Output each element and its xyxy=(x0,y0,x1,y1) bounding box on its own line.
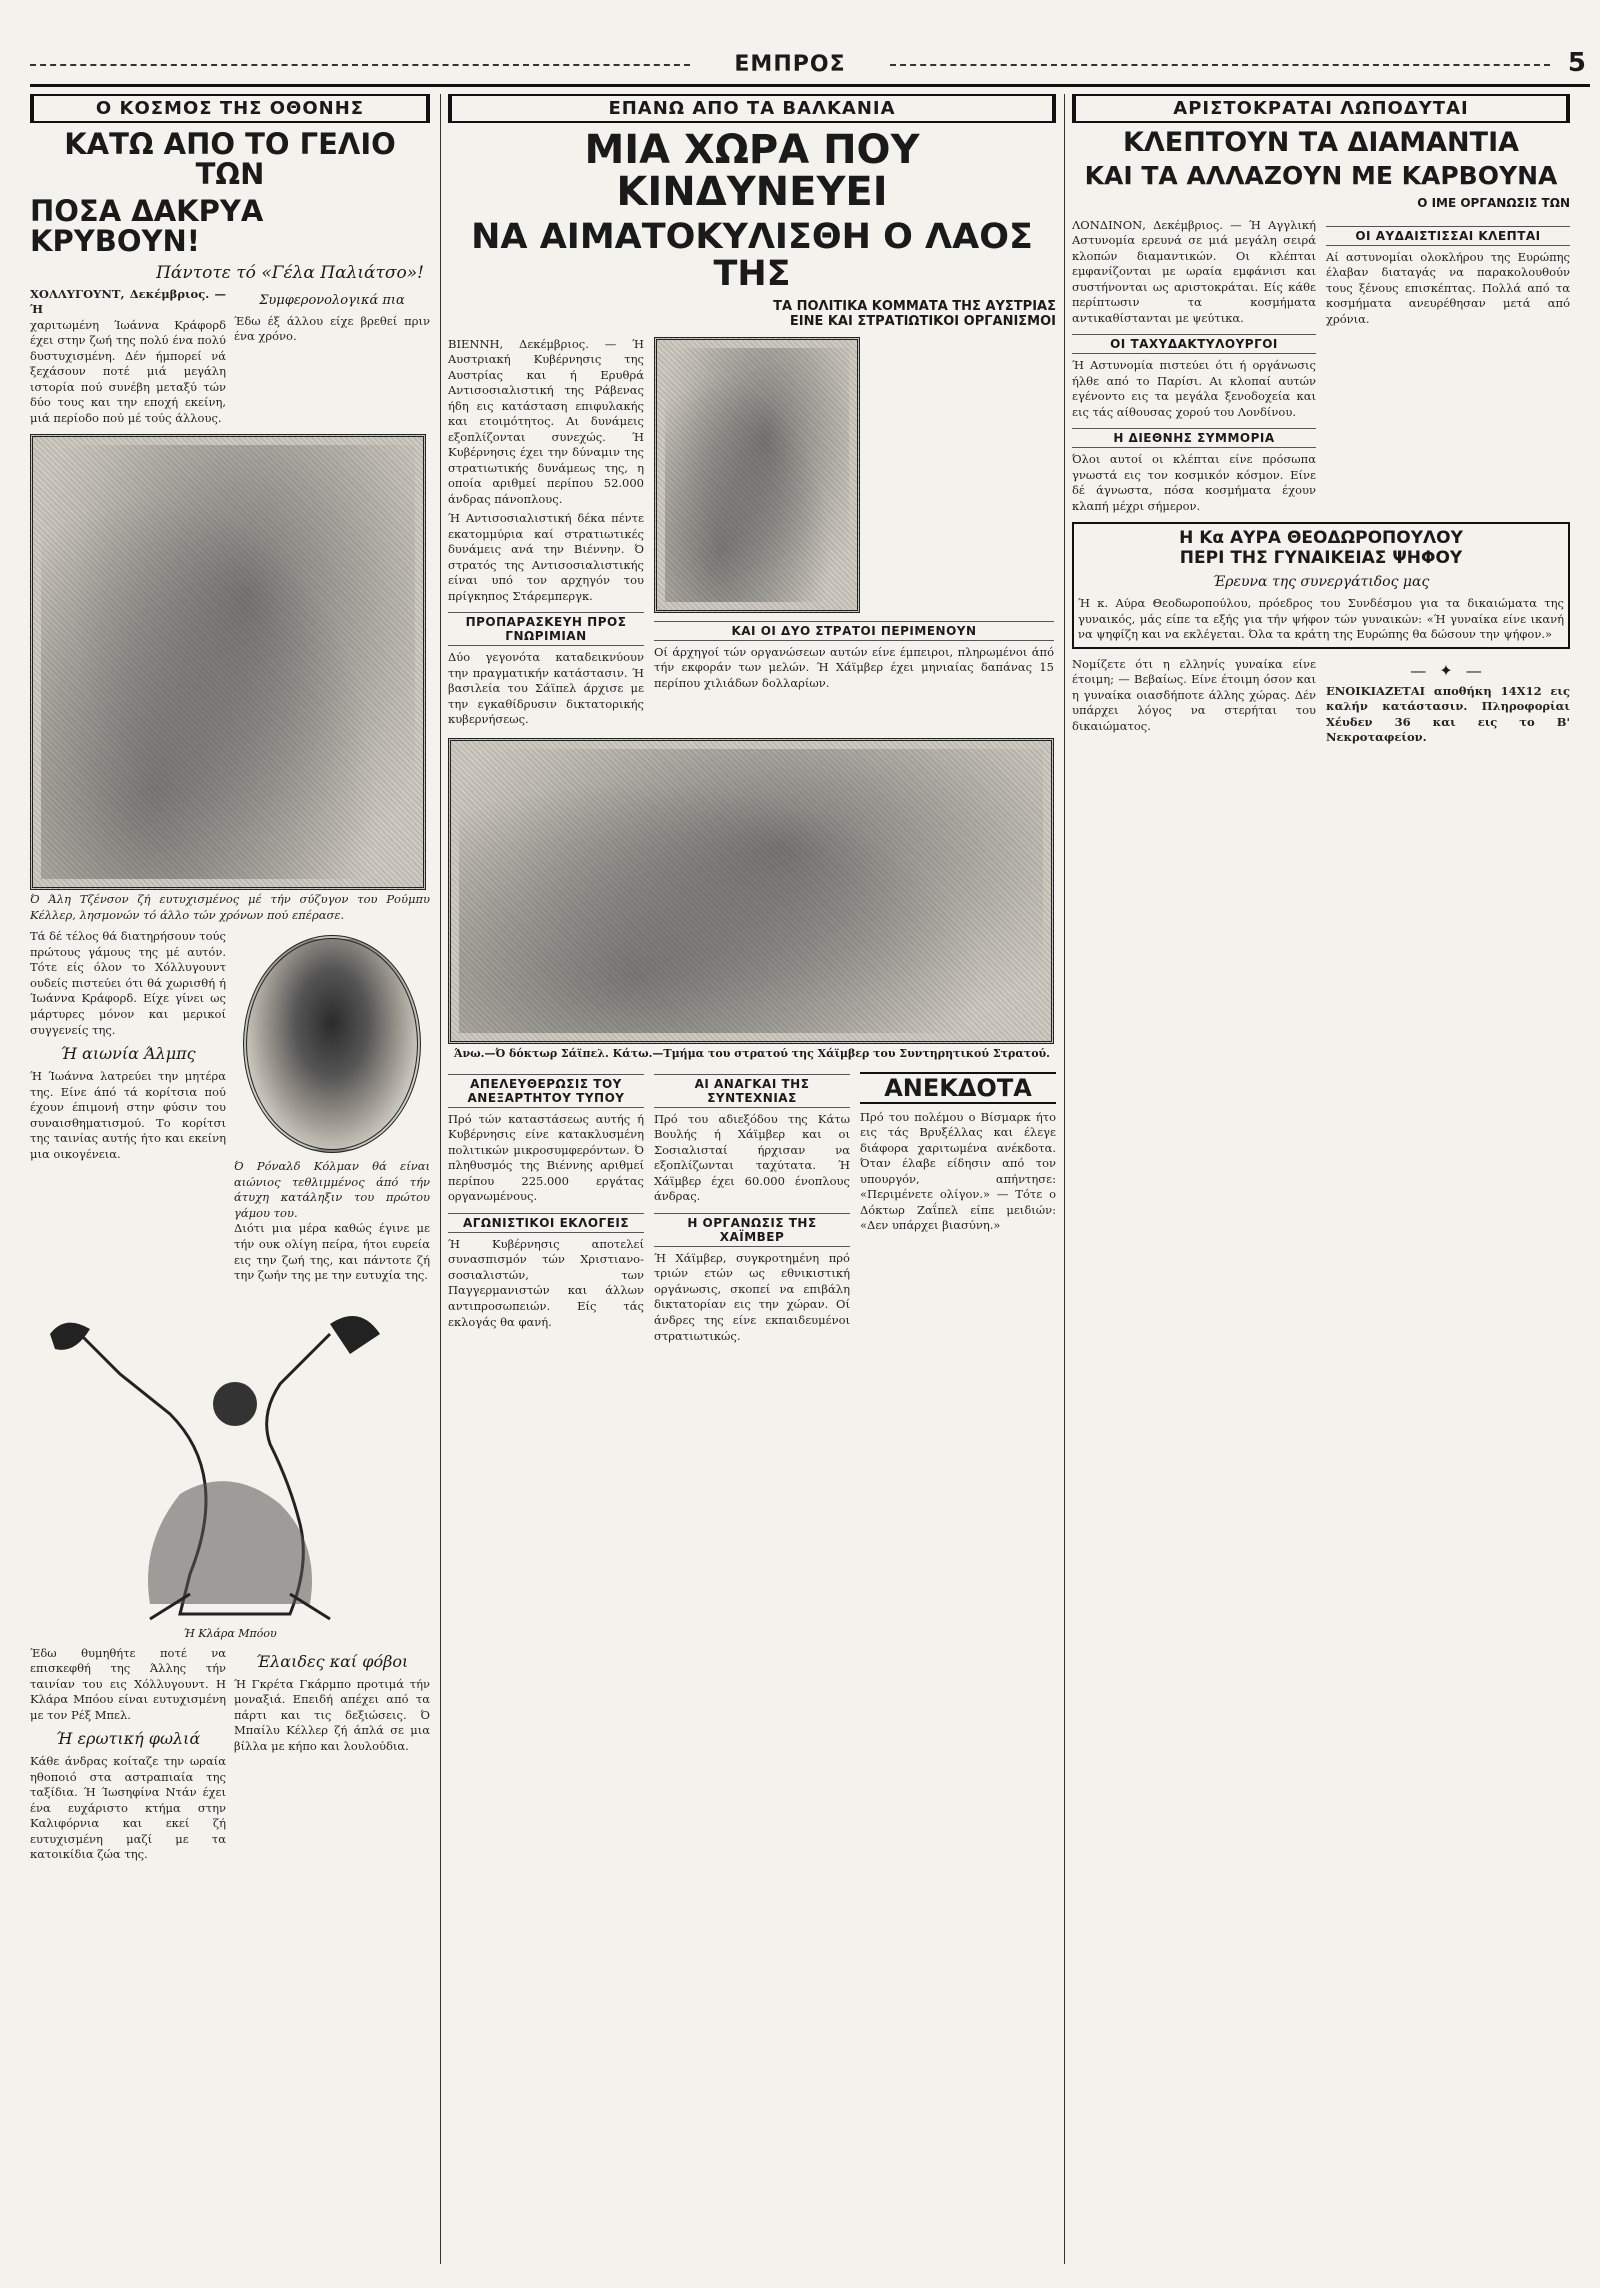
dancer-caption: Ή Κλάρα Μπόου xyxy=(183,1626,277,1640)
upper-right xyxy=(1326,218,1570,515)
body-text: Διότι μια μέρα καθώς έγινε με τήν ουκ ολίγη πείρα, ήτοι ευρεία εις την ζωή της, και πάντοτε ζή την ζωήν της με την ευτυχία της. xyxy=(234,1221,430,1283)
body-text: Τά δέ τέλος θά διατηρήσουν τούς πρώτους γάμους της μέ αυτόν. Τότε είς όλον το Χόλλυγουντ ουδείς πιστεύει ότι θά χωρισθή ή Ίωάννα Κράφορδ. Είχε γίνει ως μάρτυρες μόνον και μερικοί συγγενείς της. xyxy=(30,929,226,1037)
bottom-left xyxy=(30,1646,226,1863)
body-text: Νομίζετε ότι η ελληνίς γυναίκα είνε έτοιμη; — Βεβαίως. Είνε έτοιμη όσον και η γυναίκα οιασδήποτε άλλης χώρας. Δέν υπάρχει λόγος να στερήται του δικαιώματος. xyxy=(1072,656,1316,733)
headline-line-2: ΠΟΣΑ ΔΑΚΡΥΑ ΚΡΥΒΟΥΝ! xyxy=(30,193,264,259)
interview-box xyxy=(1072,522,1570,649)
body-text: Αί αστυνομίαι ολοκλήρου της Ευρώπης έλαβαν διαταγάς να παρακολουθούν τους ξένους επισκέπτας. Πολλά από τα κοσμήματα ανευρέθησαν μετά από χρόνια. xyxy=(1326,249,1570,326)
mini-head: ΑΠΕΛΕΥΘΕΡΩΣΙΣ ΤΟΥ ΑΝΕΞΑΡΤΗΤΟΥ ΤΥΠΟΥ xyxy=(448,1074,644,1108)
mini-head: ΟΙ ΑΥΔΑΙΣΤΙΣΣΑΙ ΚΛΕΠΤΑΙ xyxy=(1326,226,1570,246)
headline-line-2: ΚΑΙ ΤΑ ΑΛΛΑΖΟΥΝ ΜΕ ΚΑΡΒΟΥΝΑ xyxy=(1084,161,1558,191)
body-text: Οί άρχηγοί τών οργανώσεων αυτών είνε έμπειροι, πληρωμένοι άπό τήν εκφοράν των μελών. Ή Χάϊμβερ έχει μηνιαίας δαπάνας 15 περίπου χιλιάδων δολλαρίων. xyxy=(654,644,1054,690)
mid-left xyxy=(30,929,226,1283)
box-subtitle: Έρευνα της συνεργάτιδος μας xyxy=(1212,574,1430,591)
intro-text-b: Έδω έξ άλλου είχε βρεθεί πριν ένα χρόνο. xyxy=(234,313,430,344)
dateline: ΧΟΛΛΥΓΟΥΝΤ, Δεκέμβριος. — Ή xyxy=(30,286,226,317)
upper-columns xyxy=(448,337,1056,728)
lower-col-1 xyxy=(448,1066,644,1344)
upper-left xyxy=(448,337,644,728)
right-column xyxy=(1072,94,1570,2274)
body-text: Έδω θυμηθήτε ποτέ να επισκεφθή της Άλλης τήν ταινίαν του εις Χόλλυγουντ. Η Κλάρα Μπόου είναι ευτυχισμένη με τον Ρέξ Μπελ. xyxy=(30,1645,226,1722)
bottom-columns xyxy=(30,1646,430,1863)
body-text: Ή Αντισοσιαλιστική δέκα πέντε εκατομμύρια καί στρατιωτικές δυνάμεις ανά την Βιέννην. Ό στρατός της Αντισοσιαλιστικής είναι υπό τον αρχηγόν του πρίγκηπος Στάρεμπεργκ. xyxy=(448,511,644,603)
photo-shading xyxy=(459,749,1043,1033)
lower-columns xyxy=(1072,657,1570,746)
intro-text: χαριτωμένη Ίωάννα Κράφορδ έχει στην ζωή της πολύ ένα πολύ δυστυχισμένη. Δέν ήμπορεί νά ξεχάσουν ποτέ μιά μεγάλη ιστορία πού συνέβη μεταξύ τών δύο τους και την εποχή εκείνη, μιά περίοδο πού μέ τούς άλλους. xyxy=(30,317,226,425)
intro-columns xyxy=(30,287,430,427)
body-text: Κάθε άνδρας κοίταζε την ωραία ηθοποιό στα αστραπιαία της ταξίδια. Ή Ίωσηφίνα Ντάν έχει ένα ευχάριστο κτήμα στην Καλιφόρνια και εκεί ζή ευτυχισμένη μαζί με τα κατοικίδια ζώα της. xyxy=(30,1754,226,1862)
mini-head: ΚΑΙ ΟΙ ΔΥΟ ΣΤΡΑΤΟΙ ΠΕΡΙΜΕΝΟΥΝ xyxy=(654,621,1054,641)
body-text: ΒΙΕΝΝΗ, Δεκέμβριος. — Ή Αυστριακή Κυβέρνησις της Αυστρίας και ή Ερυθρά Αντισοσιαλιστική της Ράβενας ήδη εις κατάσταση επιφυλακής και ετοιμότητος. Αι δυνάμεις εξοπλίζονται συνεχώς. Ή Κυβέρνησις έχει την δύναμιν της στρατιωτικής δυνάμεως της, η οποία αριθμεί περίπου 52.000 άνδρας πάνοπλους. xyxy=(448,336,644,506)
body-text: Ή Κυβέρνησις αποτελεί συνασπισμόν τών Χριστιανο-σοσιαλιστών, των Παγγερμανιστών και άλλων αντιπροσωπειών. Είς τάς εκλογάς θα φανή. xyxy=(448,1236,644,1329)
mini-head: Η ΟΡΓΑΝΩΣΙΣ ΤΗΣ ΧΑΪΜΒΕΡ xyxy=(654,1213,850,1247)
body-text: Ή Αστυνομία πιστεύει ότι ή οργάνωσις ήλθε από το Παρίσι. Αι κλοπαί αυτών εγένοντο εις τα μεγάλα ξενοδοχεία και εις τάς αίθουσας χορού του Λονδίνου. xyxy=(1072,358,1316,419)
photo-shading xyxy=(41,445,415,879)
upper-left xyxy=(1072,218,1316,515)
anecdotes-text: Πρό του πολέμου ο Βίσμαρκ ήτο εις τάς Βρυξέλλας και έλεγε διάφορα χαριτωμένα ανέκδοτα. Όταν έλαβε είδησιν από τον υπουργόν, απήντησε: «Περιμένετε ολίγον.» — Τότε ο Δόκτωρ Ζαΐπελ είπε μειδιών: «Δεν υπάρχει βιασύνη.» xyxy=(860,1109,1056,1233)
masthead-rule-right xyxy=(890,64,1550,66)
photo-caption: Ό Άλη Τζένσον ζή ευτυχισμένος μέ τήν σύζυγον του Ρούμπυ Κέλλερ, λησμονών τό άλλο τών χρόνων πού επέρασε. xyxy=(30,892,430,922)
mini-head: ΑΙ ΑΝΑΓΚΑΙ ΤΗΣ ΣΥΝΤΕΧΝΙΑΣ xyxy=(654,1074,850,1108)
portrait-photo xyxy=(654,337,860,613)
body-text: Πρό του αδιεξόδου της Κάτω Βουλής ή Χάϊμβερ και οι Σοσιαλισταί ήρχισαν να εξοπλίζωνται ταχύτατα. Ή Χάϊμβερ έχει 60.000 ένοπλους άνδρας. xyxy=(654,1111,850,1204)
upper-columns xyxy=(1072,218,1570,515)
byline: Πάντοτε τό «Γέλα Παλιάτσο»! xyxy=(156,262,424,283)
paper-name: ΕΜΠΡΟΣ xyxy=(734,52,846,77)
body-text: Ή Χάϊμβερ, συγκροτημένη πρό τριών ετών ως εθνικιστική οργάνωσις, σκοπεί να επιβάλη δικτατορίαν εις την χώραν. Οί άνδρες της είνε εκπαιδευμένοι στρατιωτικώς. xyxy=(654,1250,850,1343)
page-number: 5 xyxy=(1567,48,1586,78)
body-text: Ή Ίωάννα λατρεύει την μητέρα της. Είνε άπό τά κορίτσια πού έχουν έπιμονή στην φύσιν του συναισθηματισμού. Το κορίτσι της ταινίας αυτής ήτο και εκείνη μια οικογένεια. xyxy=(30,1069,226,1161)
oval-caption: Ό Ρόναλδ Κόλμαν θά είναι αιώνιος τεθλιμμένος άπό τήν άτυχη κατάληξιν του πρώτου γάμου του. xyxy=(234,1159,430,1220)
box-title-line-1: Η Κα ΑΥΡΑ ΘΕΟΔΩΡΟΠΟΥΛΟΥ xyxy=(1179,528,1463,549)
box-text: Ή κ. Αύρα Θεοδωροπούλου, πρόεδρος του Συνδέσμου για τα δικαιώματα της γυναικός, μάς είπε τα εξής για τήν ψήφον τών γυναικών: «Ή γυναίκα είνε ικανή να ψηφίζη και να εκλέγεται. Όλα τα κράτη της Ευρώπης θα δώσουν την ψήφον.» xyxy=(1078,596,1564,642)
center-column xyxy=(448,94,1056,2274)
body-text: Πρό τών καταστάσεως αυτής ή Κυβέρνησις είνε κατακλυσμένη πολιτικών μικροσυμφερόντων. Ό πληθυσμός της Βιέννης αριθμεί περίπου 225.000 εργάτας οργανωμένους. xyxy=(448,1111,644,1204)
subhead-1: Συμφερονολογικά πια xyxy=(259,292,405,308)
headline-line-1: ΜΙΑ ΧΩΡΑ ΠΟΥ ΚΙΝΔΥΝΕΥΕΙ xyxy=(584,127,920,215)
box-title-line-2: ΠΕΡΙ ΤΗΣ ΓΥΝΑΙΚΕΙΑΣ ΨΗΦΟΥ xyxy=(1179,548,1463,569)
left-column xyxy=(30,94,430,2274)
dancer-illustration xyxy=(30,1294,430,1624)
column-divider xyxy=(440,94,441,2264)
body-text: Ή Γκρέτα Γκάρμπο προτιμά τήν μοναξιά. Επειδή απέχει από τα πάρτι και τις δεξιώσεις. Ό Μπαίλυ Κέλλερ ζή άπλά σε μια βίλλα με κήπο και λουλούδια. xyxy=(234,1676,430,1753)
mid-columns xyxy=(30,929,430,1283)
mini-head: ΑΓΩΝΙΣΤΙΚΟΙ ΕΚΛΟΓΕΙΣ xyxy=(448,1213,644,1233)
subhead-4: Έλαιδες καί φόβοι xyxy=(255,1651,409,1671)
mini-head: Η ΔΙΕΘΝΗΣ ΣΥΜΜΟΡΙΑ xyxy=(1072,428,1316,448)
photo-caption: Άνω.—Ό δόκτωρ Σάϊπελ. Κάτω.—Τμήμα του στρατού της Χάϊμβερ του Συντηρητικού Στρατού. xyxy=(454,1046,1050,1060)
deck-line-2: ΕΙΝΕ ΚΑΙ ΣΤΡΑΤΙΩΤΙΚΟΙ ΟΡΓΑΝΙΣΜΟΙ xyxy=(789,313,1056,329)
subhead-2: Ή αιωνία Άλμπς xyxy=(60,1044,196,1064)
deck: Ο ΙΜΕ ΟΡΓΑΝΩΣΙΣ ΤΩΝ xyxy=(1417,195,1570,210)
classified-ad: ΕΝΟΙΚΙΑΖΕΤΑΙ αποθήκη 14Χ12 εις καλήν κατάστασιν. Πληροφορίαι Χέυδεν 36 και εις το Β' Νεκροταφείον. xyxy=(1326,683,1570,745)
lower-left xyxy=(1072,657,1316,746)
subhead-3: Ή ερωτική φωλιά xyxy=(55,1729,201,1749)
headline-line-2: ΝΑ ΑΙΜΑΤΟΚΥΛΙΣΘΗ Ο ΛΑΟΣ ΤΗΣ xyxy=(471,217,1033,294)
mid-right xyxy=(234,929,430,1283)
section-title: Ο ΚΟΣΜΟΣ ΤΗΣ ΟΘΟΝΗΣ xyxy=(30,94,430,123)
body-text: Δύο γεγονότα καταδεικνύουν την πραγματικήν κατάστασιν. Ή βασιλεία του Σάϊπελ άρχισε με την εγκαθίδρυσιν δικτατορικής κυβερνήσεως. xyxy=(448,650,644,727)
photo-shading xyxy=(665,348,849,602)
ornament: — ✦ — xyxy=(1410,660,1486,680)
army-photo xyxy=(448,738,1054,1044)
intro-right xyxy=(234,287,430,427)
bottom-right xyxy=(234,1646,430,1863)
headline-line-1: ΚΛΕΠΤΟΥΝ ΤΑ ΔΙΑΜΑΝΤΙΑ xyxy=(1122,127,1520,158)
lower-col-3 xyxy=(860,1066,1056,1344)
section-title: ΑΡΙΣΤΟΚΡΑΤΑΙ ΛΩΠΟΔΥΤΑΙ xyxy=(1072,94,1570,123)
portrait-photo xyxy=(30,434,426,890)
masthead-rule-left xyxy=(30,64,690,66)
intro-left xyxy=(30,287,226,427)
deck-line-1: ΤΑ ΠΟΛΙΤΙΚΑ ΚΟΜΜΑΤΑ ΤΗΣ ΑΥΣΤΡΙΑΣ xyxy=(773,298,1056,314)
upper-right xyxy=(654,337,1054,728)
column-divider xyxy=(1064,94,1065,2264)
anecdotes-title: ΑΝΕΚΔΟΤΑ xyxy=(860,1072,1056,1104)
lower-columns xyxy=(448,1066,1056,1344)
body-text: Όλοι αυτοί οι κλέπται είνε πρόσωπα γνωστά εις τον κοσμικόν κόσμον. Είνε δέ άγνωστα, πόσα κοσμήματα έχουν κλαπή μέχρι σήμερον. xyxy=(1072,452,1316,513)
body-text: ΛΟΝΔΙΝΟΝ, Δεκέμβριος. — Ή Αγγλική Αστυνομία ερευνά σε μιά μεγάλη σειρά κλοπών διαμαντικών. Οι κλέπται εμφανίζονται με ωραία εμφάνισι και συστήνονται ως αριστοκράται. Είς κάθε περίπτωσιν τα κοσμήματα αντικαθίστανται με ψεύτικα. xyxy=(1072,217,1316,325)
oval-portrait xyxy=(243,935,421,1153)
section-title: ΕΠΑΝΩ ΑΠΟ ΤΑ ΒΑΛΚΑΝΙΑ xyxy=(448,94,1056,123)
lower-col-2 xyxy=(654,1066,850,1344)
mini-head: ΠΡΟΠΑΡΑΣΚΕΥΗ ΠΡΟΣ ΓΝΩΡΙΜΙΑΝ xyxy=(448,612,644,646)
headline-line-1: ΚΑΤΩ ΑΠΟ ΤΟ ΓΕΛΙΟ ΤΩΝ xyxy=(64,127,396,192)
masthead xyxy=(30,48,1590,87)
lower-right xyxy=(1326,657,1570,746)
mini-head: ΟΙ ΤΑΧΥΔΑΚΤΥΛΟΥΡΓΟΙ xyxy=(1072,334,1316,354)
